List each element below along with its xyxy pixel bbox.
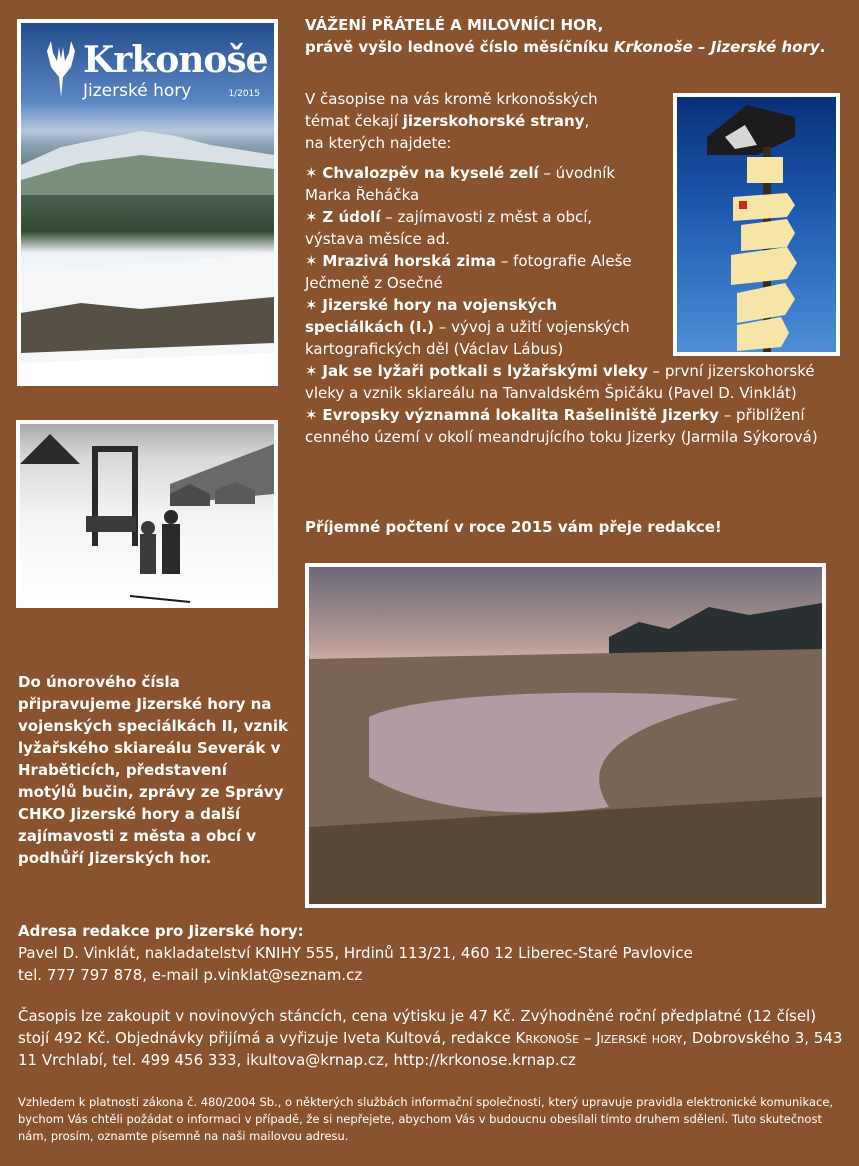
list-item [305,404,845,448]
subscription-part-1: Časopis lze zakoupit v novinových stáncích, cena výtisku je 47 Kč. Zvýhodněné roční předplatné (12 čísel) stojí 492 Kč. Objednávky přijímá a vyřizuje Iveta Kultová, redakce [18,1007,817,1047]
item-title: Z údolí [322,208,381,226]
list-item [305,250,650,294]
star-bullet-icon: ✶ [305,208,318,226]
item-title: Chvalozpěv na kyselé zelí [322,164,539,182]
peat-bog-photo [305,563,826,908]
list-item [305,206,635,250]
intro-paragraph [305,88,665,154]
headline [305,14,845,58]
headline-line-2-suffix: . [819,38,826,56]
item-title: Mrazivá horská zima [322,252,497,270]
editorial-address [18,920,848,986]
list-item [305,294,655,360]
item-description: – úvodník Marka Řeháčka [305,164,616,204]
closing-wish: Příjemné počtení v roce 2015 vám přeje redakce! [305,518,722,536]
item-description: – fotografie Aleše Ječmeně z Osečné [305,252,632,292]
deer-logo-icon [41,37,81,99]
headline-magazine-name: Krkonoše – Jizerské hory [613,38,820,56]
address-line-2: tel. 777 797 878, e-mail p.vinklat@seznam.cz [18,966,363,984]
item-description: – přiblížení cenného území v okolí meandrujícího toku Jizerky (Jarmila Sýkorová) [305,406,818,446]
snowy-hills-icon [21,213,274,383]
list-item [305,162,635,206]
star-bullet-icon: ✶ [305,252,318,270]
ski-lift-photo [16,420,278,608]
subscription-magazine-name: Krkonoše – Jizerské hory [515,1029,683,1047]
cover-subtitle: Jizerské hory [83,81,192,101]
item-title: Jizerské hory na vojenských speciálkách (I.) [305,296,558,336]
magazine-cover-image [17,19,278,386]
subscription-paragraph [18,1005,848,1071]
star-bullet-icon: ✶ [305,296,318,314]
address-line-1: Pavel D. Vinklát, nakladatelství KNIHY 555, Hrdinů 113/21, 460 12 Liberec-Staré Pavlovice [18,944,693,962]
mountain-ridge-icon [21,125,274,195]
next-issue-paragraph: Do únorového čísla připravujeme Jizerské hory na vojenských speciálkách II, vznik lyžařského skiareálu Severák v Hraběticích, představení motýlů bučin, zprávy ze Správy CHKO Jizerské hory a další zajímavosti z města a obcí v podhůří Jizerských hor. [18,673,288,867]
item-description: – zajímavosti z měst a obcí, výstava měsíce ad. [305,208,593,248]
intro-line-3: na kterých najdete: [305,134,452,152]
signpost-icon [677,97,836,352]
item-description: – první jizerskohorské vleky a vznik skiareálu na Tanvaldském Špičáku (Pavel D. Vinklát) [305,362,815,402]
list-item [305,360,845,404]
cover-issue-number: 1/2015 [228,89,260,99]
peat-bog-landscape-icon [309,567,822,904]
headline-line-1: VÁŽENÍ PŘÁTELÉ A MILOVNÍCI HOR, [305,16,604,34]
star-bullet-icon: ✶ [305,406,318,424]
legal-notice: Vzhledem k platnosti zákona č. 480/2004 Sb., o některých službách informační společnosti, který upravuje pravidla elektronické komunikace, bychom Vás chtěli požádat o informaci v případě, že si nepřejete, abychom Vás v budoucnu obesílali tímto druhem sdělení. Tuto skutečnost nám, prosím, oznamte písemně na naši mailovou adresu. [18,1095,834,1143]
cover-title: Krkonoše [83,39,268,81]
item-description: – vývoj a užití vojenských kartografických děl (Václav Lábus) [305,318,630,358]
signpost-photo [673,93,840,356]
intro-line-2-suffix: , [584,112,590,130]
intro-line-2-bold: jizerskohorské strany [402,112,585,130]
star-bullet-icon: ✶ [305,164,318,182]
subscription-part-2: , Dobrovského 3, 543 11 Vrchlabí, tel. 499 456 333, ikultova@krnap.cz, http://krkonose.krnap.cz [18,1029,843,1069]
headline-line-2-prefix: právě vyšlo lednové číslo měsíčníku [305,38,614,56]
star-bullet-icon: ✶ [305,362,318,380]
intro-line-1: V časopise na vás kromě krkonošských [305,90,598,108]
item-title: Evropsky významná lokalita Rašeliniště Jizerky [322,406,719,424]
ski-lift-icon [20,424,274,604]
address-heading: Adresa redakce pro Jizerské hory: [18,922,304,940]
intro-line-2-prefix: témat čekají [305,112,403,130]
item-title: Jak se lyžaři potkali s lyžařskými vleky [322,362,648,380]
